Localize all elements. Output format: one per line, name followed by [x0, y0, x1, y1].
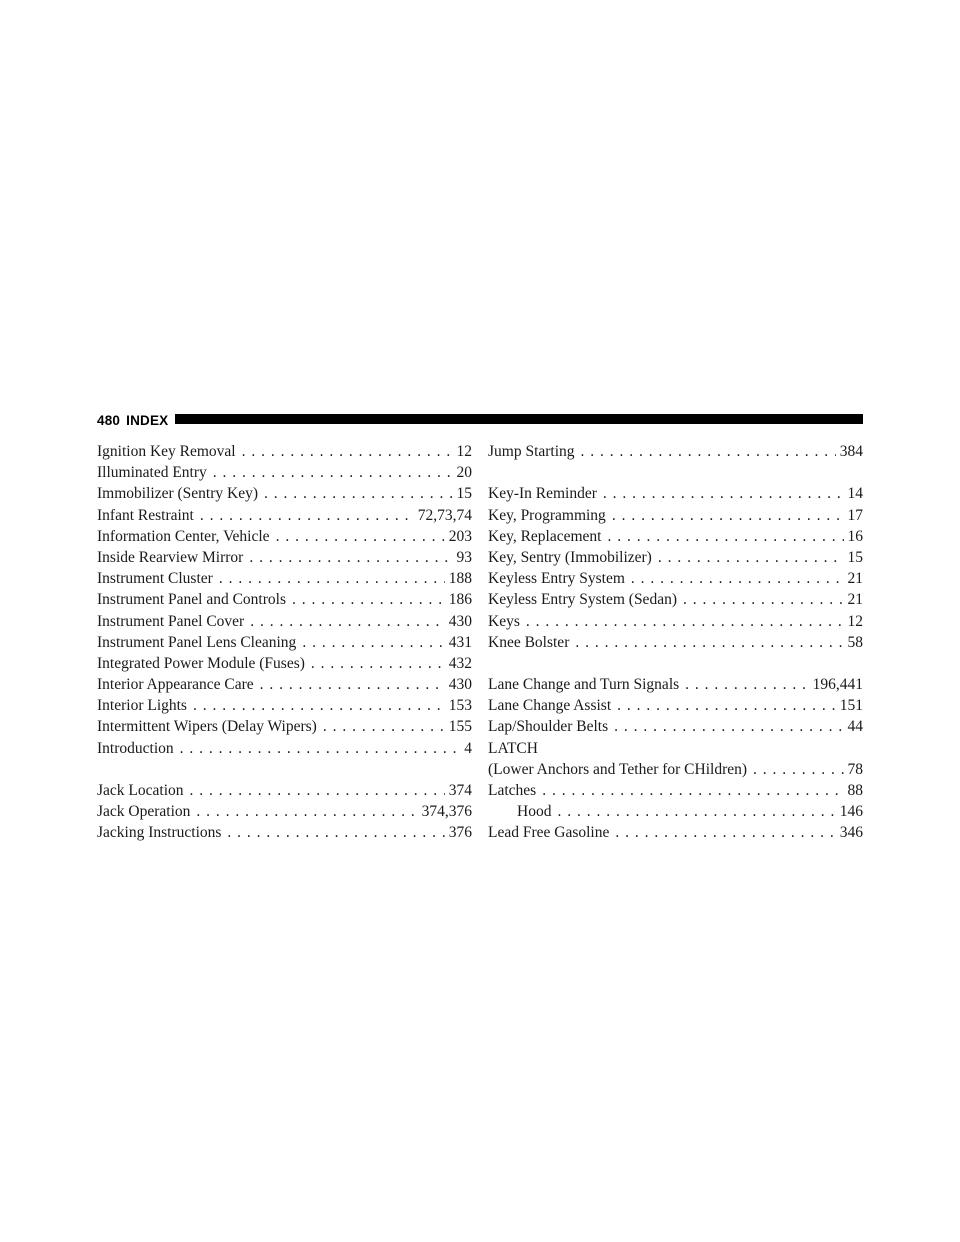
dot-leader	[685, 674, 808, 695]
page-ref: 17	[847, 506, 863, 524]
index-term: Intermittent Wipers (Delay Wipers)	[97, 718, 317, 736]
dot-leader	[190, 780, 445, 801]
index-entry	[488, 441, 863, 462]
index-entry	[488, 568, 863, 589]
index-entry	[488, 526, 863, 547]
page-ref: 153	[448, 697, 472, 715]
dot-leader	[607, 526, 843, 547]
index-entry	[488, 589, 863, 610]
dot-leader	[631, 568, 844, 589]
index-entry	[97, 632, 472, 653]
page-header	[97, 412, 863, 430]
page-ref: 196,441	[812, 676, 863, 694]
index-term: Jump Starting	[488, 443, 575, 460]
dot-leader	[615, 822, 835, 843]
page-ref: 21	[847, 570, 863, 588]
index-term: Instrument Cluster	[97, 570, 213, 588]
index-entry	[97, 822, 472, 843]
index-term: Lead Free Gasoline	[488, 824, 610, 842]
index-entry	[97, 462, 472, 483]
page-ref: 203	[448, 527, 472, 545]
index-subentry	[488, 801, 863, 822]
page-ref: 93	[456, 548, 472, 566]
index-term: Keyless Entry System (Sedan)	[488, 591, 677, 609]
index-entry	[97, 589, 472, 610]
index-entry	[488, 547, 863, 568]
index-entry	[97, 483, 472, 504]
page-ref: 15	[456, 485, 472, 503]
page-ref: 12	[847, 612, 863, 630]
page-ref: 21	[847, 591, 863, 609]
dot-leader	[612, 505, 844, 526]
index-term: Key, Programming	[488, 506, 606, 524]
page-ref: 4	[464, 739, 472, 757]
dot-leader	[311, 653, 445, 674]
index-term: (Lower Anchors and Tether for CHildren)	[488, 760, 748, 778]
page-ref: 430	[448, 612, 472, 630]
page-ref: 12	[456, 443, 472, 460]
page-ref: 15	[847, 548, 863, 566]
index-term: Lap/Shoulder Belts	[488, 718, 609, 736]
index-entry	[97, 695, 472, 716]
index-entry	[488, 695, 863, 716]
page-number: 480	[97, 413, 121, 428]
dot-leader	[196, 801, 417, 822]
index-entry	[488, 483, 863, 504]
index-term: Illuminated Entry	[97, 464, 207, 482]
page-ref: 151	[839, 697, 863, 715]
index-entry	[488, 674, 863, 695]
dot-leader	[683, 589, 844, 610]
index-entry	[97, 653, 472, 674]
dot-leader	[219, 568, 445, 589]
dot-leader	[264, 483, 453, 504]
dot-leader	[250, 611, 445, 632]
page-ref: 186	[448, 591, 472, 609]
dot-leader	[603, 483, 844, 504]
index-term: Instrument Panel and Controls	[97, 591, 286, 609]
letter-group-gap	[97, 759, 472, 780]
index-term: Interior Lights	[97, 697, 187, 715]
index-entry	[97, 568, 472, 589]
dot-leader	[542, 780, 843, 801]
dot-leader	[617, 695, 836, 716]
index-entry	[488, 780, 863, 801]
page-ref: 376	[448, 824, 472, 842]
index-entry	[97, 716, 472, 737]
dot-leader	[260, 674, 445, 695]
index-term: Instrument Panel Lens Cleaning	[97, 633, 297, 651]
dot-leader	[557, 801, 835, 822]
index-term: Key, Sentry (Immobilizer)	[488, 548, 652, 566]
page-ref: 72,73,74	[417, 506, 472, 524]
index-term: Information Center, Vehicle	[97, 527, 270, 545]
index-entry	[488, 611, 863, 632]
running-head	[97, 413, 168, 428]
index-heading-latch: LATCH	[488, 739, 538, 757]
page-ref: 188	[448, 570, 472, 588]
index-entry	[97, 801, 472, 822]
page-ref: 20	[456, 464, 472, 482]
index-entry	[97, 441, 472, 462]
index-term: Jacking Instructions	[97, 824, 222, 842]
letter-group-gap	[488, 462, 863, 483]
index-term: Knee Bolster	[488, 633, 570, 651]
dot-leader	[242, 441, 453, 462]
index-term: Hood	[517, 803, 552, 821]
index-term: Inside Rearview Mirror	[97, 548, 244, 566]
index-term: Integrated Power Module (Fuses)	[97, 654, 305, 672]
page-ref: 14	[847, 485, 863, 503]
dot-leader	[658, 547, 844, 568]
index-term: Ignition Key Removal	[97, 443, 236, 460]
index-entry	[488, 759, 863, 780]
index-term: Introduction	[97, 739, 174, 757]
index-term: Instrument Panel Cover	[97, 612, 245, 630]
page-ref: 58	[847, 633, 863, 651]
dot-leader	[213, 462, 453, 483]
page-ref: 146	[839, 803, 863, 821]
index-entry	[97, 611, 472, 632]
dot-leader	[581, 441, 836, 462]
dot-leader	[193, 695, 445, 716]
page-ref: 78	[847, 760, 863, 778]
index-term: Lane Change and Turn Signals	[488, 676, 680, 694]
index-column-left	[97, 441, 472, 844]
index-term: Keyless Entry System	[488, 570, 625, 588]
index-term: Lane Change Assist	[488, 697, 612, 715]
page-ref: 346	[839, 824, 863, 842]
page-ref: 430	[448, 676, 472, 694]
section-title: INDEX	[126, 413, 169, 428]
index-column-right	[488, 441, 863, 844]
index-entry	[488, 716, 863, 737]
index-term: Interior Appearance Care	[97, 676, 254, 694]
index-term: Infant Restraint	[97, 506, 194, 524]
dot-leader	[180, 738, 461, 759]
index-entry	[97, 780, 472, 801]
page-ref: 88	[847, 782, 863, 799]
index-term: Latches	[488, 782, 537, 799]
index-entry	[97, 674, 472, 695]
index-entry	[488, 505, 863, 526]
page-ref: 155	[448, 718, 472, 736]
page-ref: 16	[847, 527, 863, 545]
page-ref: 374	[448, 782, 472, 799]
header-rule	[175, 414, 863, 424]
letter-group-gap	[488, 653, 863, 674]
dot-leader	[614, 716, 843, 737]
index-term: Key-In Reminder	[488, 485, 597, 503]
page-ref: 432	[448, 654, 472, 672]
index-entry	[488, 822, 863, 843]
dot-leader	[302, 632, 444, 653]
index-term: Immobilizer (Sentry Key)	[97, 485, 258, 503]
page-ref: 384	[839, 443, 863, 460]
page-ref: 374,376	[421, 803, 472, 821]
index-term: Keys	[488, 612, 520, 630]
index-term: Jack Location	[97, 782, 184, 799]
dot-leader	[753, 759, 843, 780]
index-entry	[97, 526, 472, 547]
page-ref: 431	[448, 633, 472, 651]
dot-leader	[526, 611, 844, 632]
index-term: Jack Operation	[97, 803, 191, 821]
dot-leader	[249, 547, 452, 568]
index-entry	[97, 738, 472, 759]
dot-leader	[323, 716, 445, 737]
dot-leader	[292, 589, 445, 610]
dot-leader	[276, 526, 445, 547]
dot-leader	[227, 822, 444, 843]
dot-leader	[200, 505, 414, 526]
index-entry	[97, 505, 472, 526]
index-entry	[97, 547, 472, 568]
dot-leader	[575, 632, 843, 653]
index-term: Key, Replacement	[488, 527, 602, 545]
page-ref: 44	[847, 718, 863, 736]
index-entry	[488, 632, 863, 653]
